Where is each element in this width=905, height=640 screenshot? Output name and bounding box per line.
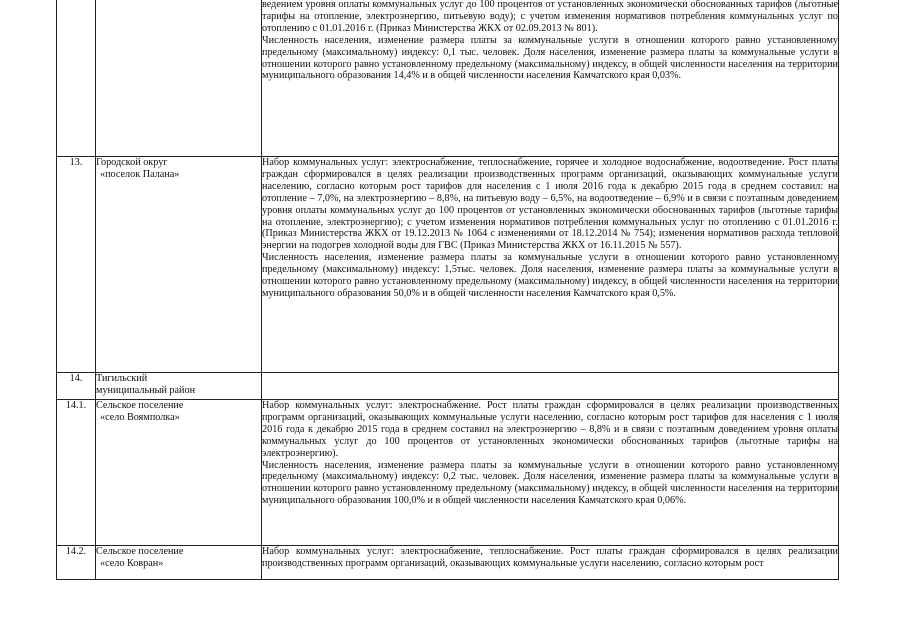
municipality-name bbox=[96, 400, 262, 546]
municipality-name bbox=[96, 157, 262, 373]
description-paragraph: Набор коммунальных услуг: электроснабжение, теплоснабжение. Рост платы граждан сформировался в целях реализации производственных программ организаций, оказывающих коммунальные услуги населению, согласно которым рост bbox=[262, 546, 838, 569]
table-row bbox=[57, 546, 839, 580]
row-number: 14.1. bbox=[57, 400, 96, 546]
municipality-name bbox=[96, 546, 262, 580]
table-row bbox=[57, 157, 839, 373]
description-paragraph: Численность населения, изменение размера платы за коммунальные услуги в отношении которого равно установленному предельному (максимальному) индексу: 0,2 тыс. человек. Доля населения, изменение размера платы за коммунальные услуги в отношении которого равно установленному предельному (максимальному) индексу, в общей численности населения на территории муниципального образования 100,0% и в общей численности населения Камчатского края 0,06%. bbox=[262, 459, 838, 507]
description-paragraph: Численность населения, изменение размера платы за коммунальные услуги в отношении которого равно установленному предельному (максимальному) индексу: 0,1 тыс. человек. Доля населения, изменение размера платы за коммунальные услуги в отношении которого равно установленному предельному (максимальному) индексу, в общей численности населения на территории муниципального образования 14,4% и в общей численности населения Камчатского края 0,03%. bbox=[262, 34, 838, 82]
municipality-title: муниципальный район bbox=[96, 384, 196, 396]
row-description bbox=[262, 0, 839, 157]
row-description bbox=[262, 373, 839, 400]
municipality-title: «поселок Палана» bbox=[100, 168, 180, 180]
municipal-tariff-table bbox=[56, 0, 839, 580]
row-number: 14. bbox=[57, 373, 96, 400]
row-number bbox=[57, 0, 96, 157]
row-description bbox=[262, 546, 839, 580]
municipality-title: «село Ковран» bbox=[100, 557, 164, 569]
row-number: 13. bbox=[57, 157, 96, 373]
municipality-type: Сельское поселение bbox=[96, 400, 184, 411]
table-row bbox=[57, 400, 839, 546]
municipality-name bbox=[96, 0, 262, 157]
municipality-title: «село Воямполка» bbox=[100, 411, 180, 423]
description-paragraph: Набор коммунальных услуг: электроснабжение, теплоснабжение, горячее и холодное водоснабжение, водоотведение. Рост платы граждан сформировался в целях реализации производственных программ организаций, оказывающих коммунальные услуги населению, согласно которым рост тарифов для населения с 1 июля 2016 года к декабрю 2015 года в среднем составил: на отопление – 7,0%, на электроэнергию – 8,8%, на питьевую воду – 6,5%, на водоотведение – 6,9% и в связи с поэтапным доведением уровня оплаты коммунальных услуг до 100 процентов от установленных экономически обоснованных тарифов (льготные тарифы на отопление, электроэнергию); с учетом изменения нормативов потребления коммунальных услуг по отоплению с 01.01.2016 г. (Приказ Министерства ЖКХ от 19.12.2013 № 1064 с изменениями от 18.12.2014 № 754); изменения нормативов расхода тепловой энергии на подогрев холодной воды для ГВС (Приказ Министерства ЖКХ от 16.11.2015 № 557). bbox=[262, 157, 838, 252]
table-row bbox=[57, 373, 839, 400]
table-row bbox=[57, 0, 839, 157]
description-paragraph: Численность населения, изменение размера платы за коммунальные услуги в отношении которого равно установленному предельному (максимальному) индексу: 1,5тыс. человек. Доля населения, изменение размера платы за коммунальные услуги в отношении которого равно установленному предельному (максимальному) индексу, в общей численности населения на территории муниципального образования 50,0% и в общей численности населения Камчатского края 0,5%. bbox=[262, 252, 838, 299]
municipality-type: Городской округ bbox=[96, 157, 168, 168]
municipality-type: Тигильский bbox=[96, 373, 148, 384]
row-description bbox=[262, 400, 839, 546]
municipality-name bbox=[96, 373, 262, 400]
description-paragraph: Набор коммунальных услуг: электроснабжение. Рост платы граждан сформировался в целях реализации производственных программ организаций, оказывающих коммунальные услуги населению, согласно которым рост тарифов для населения с 1 июля 2016 года к декабрю 2015 года в среднем составил на электроэнергию – 8,8% и в связи с поэтапным доведением уровня оплаты коммунальных услуг до 100 процентов от установленных экономически обоснованных тарифов (льготные тарифы на электроэнергию). bbox=[262, 400, 838, 459]
description-paragraph: ведением уровня оплаты коммунальных услуг до 100 процентов от установленных экономически обоснованных тарифов (льготные тарифы на отопление, электроэнергию, питьевую воду); с учетом изменения нормативов потребления коммунальных услуг по отоплению с 01.01.2016 г. (Приказ Министерства ЖКХ от 02.09.2013 № 801). bbox=[262, 0, 838, 34]
description-clip bbox=[262, 546, 838, 574]
row-description bbox=[262, 157, 839, 373]
municipality-type: Сельское поселение bbox=[96, 546, 184, 557]
row-number: 14.2. bbox=[57, 546, 96, 580]
